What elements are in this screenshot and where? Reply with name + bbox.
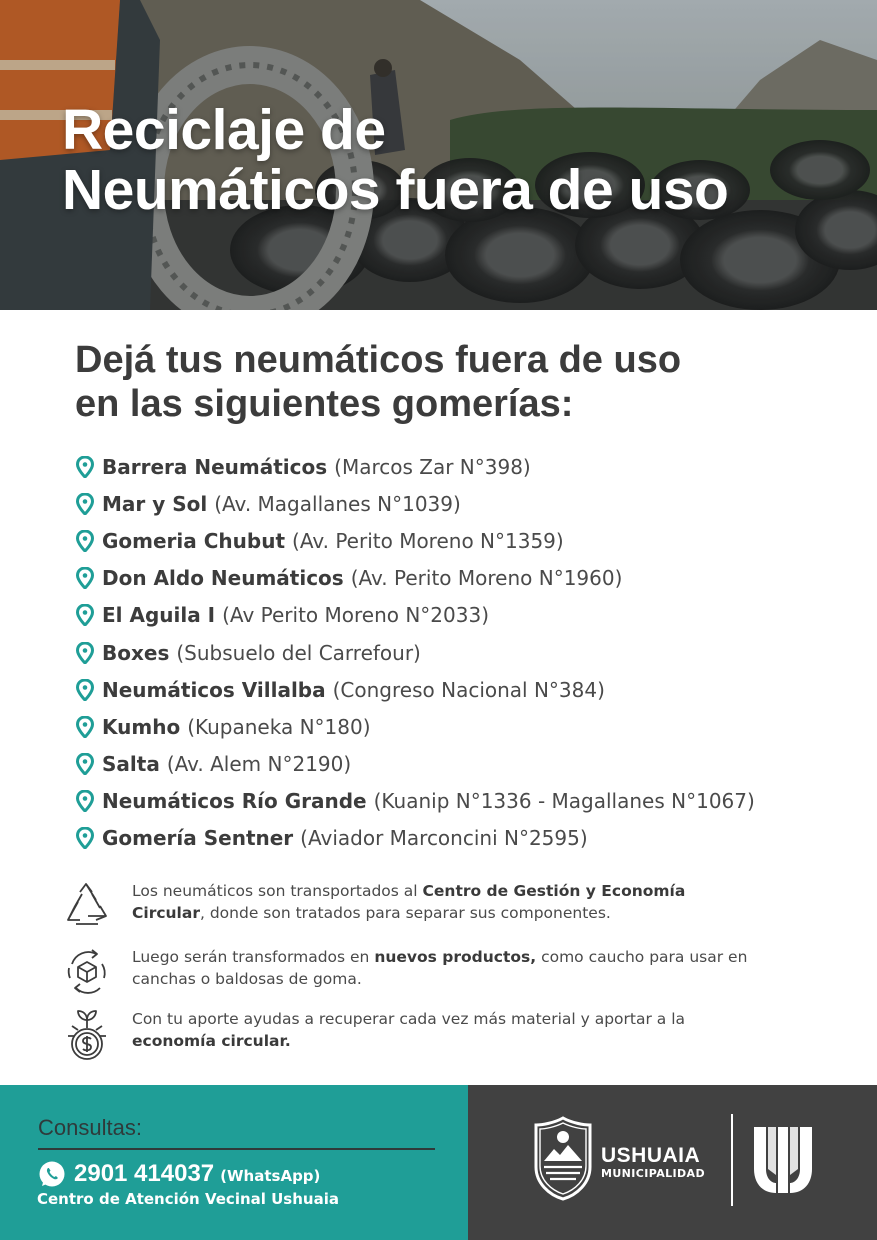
phone-number[interactable]: 2901 414037: [74, 1160, 215, 1187]
info-contribution-text: [132, 1008, 752, 1052]
location-address: (Aviador Marconcini N°2595): [300, 826, 588, 851]
location-address: (Marcos Zar N°398): [334, 454, 531, 479]
map-pin-icon: [76, 493, 94, 515]
hero-title-line-2: Neumáticos fuera de uso: [62, 158, 729, 222]
main-title-line-2: en las siguientes gomerías:: [75, 383, 574, 425]
info-text-bold: nuevos productos,: [374, 948, 537, 966]
phone-row: [38, 1160, 320, 1188]
list-item: [76, 448, 755, 485]
info-transport: [62, 880, 782, 930]
info-transform-text: [132, 946, 752, 990]
map-pin-icon: [76, 716, 94, 738]
location-name: Boxes: [102, 640, 170, 665]
location-name: Gomeria Chubut: [102, 528, 286, 553]
location-address: (Kuanip N°1336 - Magallanes N°1067): [373, 789, 755, 814]
location-address: (Congreso Nacional N°384): [332, 677, 605, 702]
location-address: (Subsuelo del Carrefour): [176, 640, 421, 665]
map-pin-icon: [76, 753, 94, 775]
location-address: (Av. Perito Moreno N°1359): [292, 528, 564, 553]
coin-plant-icon: [62, 1008, 112, 1062]
location-name: El Aguila I: [102, 603, 216, 628]
location-name: Neumáticos Río Grande: [102, 789, 367, 814]
info-text-part: Luego serán transformados en: [132, 948, 375, 966]
info-text-part: Los neumáticos son transportados al: [132, 882, 423, 900]
ushuaia-shield-logo: [532, 1115, 594, 1201]
location-address: (Av. Alem N°2190): [166, 752, 352, 777]
list-item: [76, 597, 755, 634]
recycle-icon: [62, 880, 112, 930]
list-item: [76, 560, 755, 597]
info-text-part: , donde son tratados para separar sus componentes.: [199, 904, 611, 922]
main-title: [75, 338, 835, 426]
map-pin-icon: [76, 790, 94, 812]
location-address: (Av. Perito Moreno N°1960): [350, 566, 623, 591]
list-item: [76, 634, 755, 671]
info-text-part: como caucho para usar en canchas o baldosas de goma.: [132, 948, 748, 988]
list-item: [76, 708, 755, 745]
list-item: [76, 783, 755, 820]
location-address: (Av. Magallanes N°1039): [214, 491, 461, 516]
info-text-part: Con tu aporte ayudas a recuperar cada vez más material y aportar a la: [132, 1010, 686, 1028]
map-pin-icon: [76, 604, 94, 626]
info-contribution: [62, 1008, 782, 1062]
info-transport-text: [132, 880, 752, 924]
hero-title: [62, 100, 862, 220]
list-item: [76, 671, 755, 708]
list-item: [76, 485, 755, 522]
u-brand-logo: [750, 1125, 816, 1195]
center-name: Centro de Atención Vecinal Ushuaia: [37, 1190, 339, 1208]
info-text-bold: Centro de Gestión y Economía Circular: [132, 882, 686, 922]
info-transform: [62, 946, 782, 996]
phone-tag: (WhatsApp): [220, 1167, 321, 1185]
map-pin-icon: [76, 642, 94, 664]
logo-city-name: USHUAIA: [601, 1144, 701, 1167]
logo-divider: [731, 1114, 733, 1206]
map-pin-icon: [76, 679, 94, 701]
list-item: [76, 820, 755, 857]
map-pin-icon: [76, 530, 94, 552]
locations-list: [76, 448, 755, 857]
map-pin-icon: [76, 567, 94, 589]
hero-banner: [0, 0, 877, 310]
location-name: Barrera Neumáticos: [102, 454, 328, 479]
logo-subtitle: MUNICIPALIDAD: [601, 1167, 705, 1180]
location-name: Neumáticos Villalba: [102, 677, 326, 702]
location-name: Kumho: [102, 714, 181, 739]
location-address: (Kupaneka N°180): [187, 714, 371, 739]
circular-box-icon: [62, 946, 112, 996]
list-item: [76, 746, 755, 783]
location-address: (Av Perito Moreno N°2033): [222, 603, 490, 628]
consultas-label: Consultas:: [38, 1115, 142, 1140]
location-name: Salta: [102, 752, 160, 777]
location-name: Don Aldo Neumáticos: [102, 566, 344, 591]
hero-title-line-1: Reciclaje de: [62, 98, 386, 162]
map-pin-icon: [76, 456, 94, 478]
footer-divider: [38, 1148, 435, 1150]
info-text-bold: economía circular.: [132, 1032, 291, 1050]
location-name: Gomería Sentner: [102, 826, 294, 851]
location-name: Mar y Sol: [102, 491, 208, 516]
list-item: [76, 522, 755, 559]
whatsapp-icon: [38, 1160, 66, 1188]
main-title-line-1: Dejá tus neumáticos fuera de uso: [75, 339, 682, 381]
map-pin-icon: [76, 827, 94, 849]
